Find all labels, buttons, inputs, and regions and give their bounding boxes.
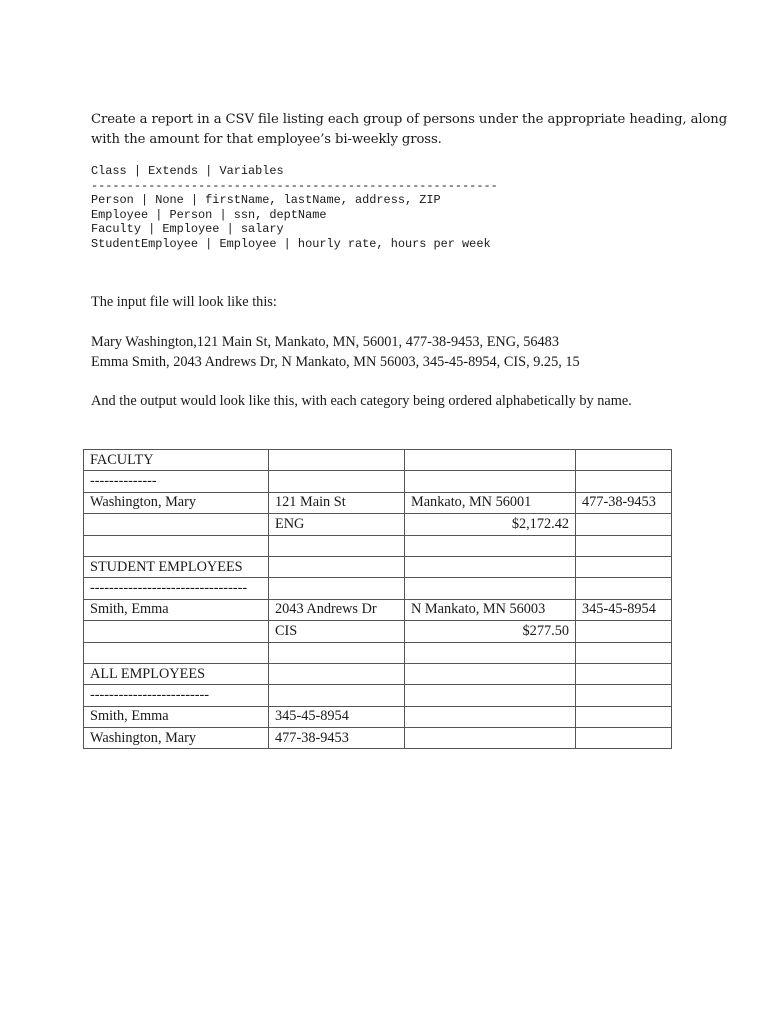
report-cell: 477-38-9453 bbox=[576, 492, 672, 513]
report-row bbox=[84, 471, 672, 492]
class-row-employee: Employee | Person | ssn, deptName bbox=[91, 207, 327, 222]
report-row bbox=[84, 514, 672, 535]
report-cell: Mankato, MN 56001 bbox=[405, 492, 576, 513]
report-row bbox=[84, 706, 672, 727]
class-hierarchy-table bbox=[91, 164, 498, 252]
report-row bbox=[84, 728, 672, 749]
report-cell bbox=[405, 685, 576, 706]
report-cell: $2,172.42 bbox=[405, 514, 576, 535]
report-cell: N Mankato, MN 56003 bbox=[405, 599, 576, 620]
report-cell bbox=[576, 556, 672, 577]
report-cell bbox=[269, 642, 405, 663]
report-cell bbox=[576, 471, 672, 492]
report-cell: ENG bbox=[269, 514, 405, 535]
report-cell: 121 Main St bbox=[269, 492, 405, 513]
report-cell: Smith, Emma bbox=[84, 706, 269, 727]
report-cell: 2043 Andrews Dr bbox=[269, 599, 405, 620]
report-cell: FACULTY bbox=[84, 450, 269, 471]
input-intro: The input file will look like this: bbox=[91, 294, 277, 310]
report-cell bbox=[576, 621, 672, 642]
report-row bbox=[84, 578, 672, 599]
report-cell bbox=[84, 642, 269, 663]
class-table-header: Class | Extends | Variables bbox=[91, 164, 284, 178]
intro-line-1: Create a report in a CSV file listing each group of persons under the appropriate heading, along bbox=[91, 112, 728, 127]
report-cell: ------------------------- bbox=[84, 685, 269, 706]
report-cell: Washington, Mary bbox=[84, 492, 269, 513]
report-cell: 345-45-8954 bbox=[576, 599, 672, 620]
report-cell: 477-38-9453 bbox=[269, 728, 405, 749]
report-table-body bbox=[84, 450, 672, 749]
report-cell bbox=[269, 450, 405, 471]
input-sample bbox=[91, 332, 691, 372]
report-cell bbox=[269, 471, 405, 492]
report-cell bbox=[576, 578, 672, 599]
report-cell: CIS bbox=[269, 621, 405, 642]
report-cell bbox=[405, 706, 576, 727]
class-table-divider: --------------------------------------------------------- bbox=[91, 178, 498, 193]
report-cell bbox=[576, 535, 672, 556]
report-cell bbox=[269, 578, 405, 599]
report-cell bbox=[405, 556, 576, 577]
report-cell bbox=[405, 471, 576, 492]
class-row-faculty: Faculty | Employee | salary bbox=[91, 222, 284, 237]
report-row bbox=[84, 685, 672, 706]
report-cell bbox=[405, 642, 576, 663]
report-cell bbox=[269, 685, 405, 706]
report-cell bbox=[576, 663, 672, 684]
report-cell bbox=[576, 706, 672, 727]
intro-line-2: with the amount for that employee’s bi-weekly gross. bbox=[91, 132, 442, 147]
report-row bbox=[84, 621, 672, 642]
report-cell: ALL EMPLOYEES bbox=[84, 663, 269, 684]
report-cell bbox=[405, 663, 576, 684]
report-cell bbox=[405, 578, 576, 599]
report-cell bbox=[405, 728, 576, 749]
report-cell bbox=[576, 728, 672, 749]
input-line-1: Mary Washington,121 Main St, Mankato, MN, 56001, 477-38-9453, ENG, 56483 bbox=[91, 334, 559, 350]
report-cell bbox=[269, 535, 405, 556]
report-row bbox=[84, 450, 672, 471]
report-cell bbox=[269, 663, 405, 684]
report-row bbox=[84, 535, 672, 556]
class-row-person: Person | None | firstName, lastName, address, ZIP bbox=[91, 193, 441, 208]
report-cell: --------------------------------- bbox=[84, 578, 269, 599]
report-cell bbox=[84, 535, 269, 556]
report-cell bbox=[405, 450, 576, 471]
report-cell: Smith, Emma bbox=[84, 599, 269, 620]
report-row bbox=[84, 492, 672, 513]
report-row bbox=[84, 663, 672, 684]
input-line-2: Emma Smith, 2043 Andrews Dr, N Mankato, MN 56003, 345-45-8954, CIS, 9.25, 15 bbox=[91, 354, 580, 370]
report-cell: 345-45-8954 bbox=[269, 706, 405, 727]
report-cell: -------------- bbox=[84, 471, 269, 492]
report-cell bbox=[576, 450, 672, 471]
report-cell bbox=[405, 535, 576, 556]
class-row-student-employee: StudentEmployee | Employee | hourly rate, hours per week bbox=[91, 236, 491, 251]
report-cell: Washington, Mary bbox=[84, 728, 269, 749]
report-cell bbox=[576, 685, 672, 706]
report-row bbox=[84, 642, 672, 663]
report-cell: STUDENT EMPLOYEES bbox=[84, 556, 269, 577]
intro-paragraph bbox=[91, 110, 728, 150]
report-cell bbox=[84, 514, 269, 535]
report-table bbox=[83, 449, 672, 749]
report-cell: $277.50 bbox=[405, 621, 576, 642]
report-cell bbox=[84, 621, 269, 642]
report-row bbox=[84, 556, 672, 577]
report-cell bbox=[269, 556, 405, 577]
report-cell bbox=[576, 642, 672, 663]
output-intro: And the output would look like this, with each category being ordered alphabetically by name. bbox=[91, 393, 632, 409]
report-cell bbox=[576, 514, 672, 535]
report-row bbox=[84, 599, 672, 620]
